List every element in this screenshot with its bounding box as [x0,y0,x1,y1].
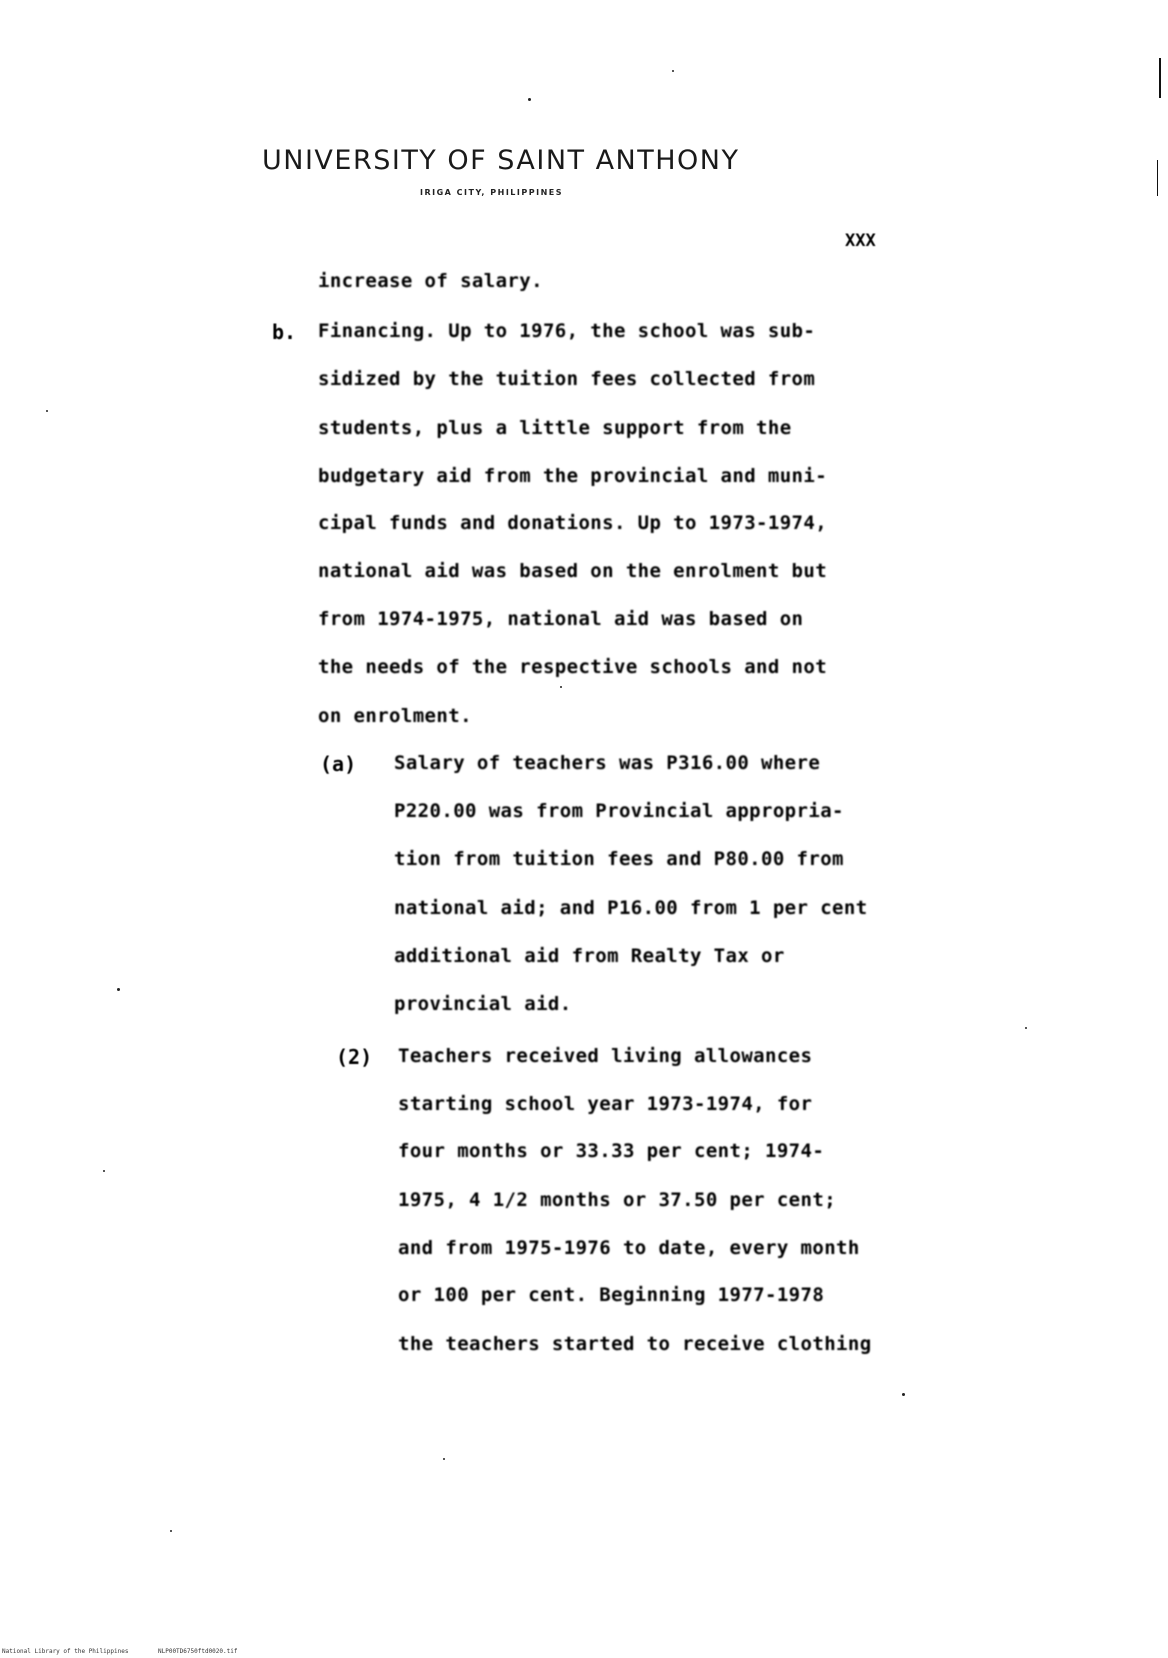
body-line: four months or 33.33 per cent; 1974- [398,1140,825,1162]
scan-speck [170,1530,172,1532]
scan-speck [103,1170,105,1172]
body-line: or 100 per cent. Beginning 1977-1978 [398,1284,825,1306]
scan-edge-mark [1159,58,1161,98]
body-line: cipal funds and donations. Up to 1973-1974, [318,512,828,534]
footer-source: National Library of the Philippines [2,1648,129,1655]
list-marker-2: (2) [336,1045,373,1069]
letterhead-title: UNIVERSITY OF SAINT ANTHONY [262,145,740,176]
body-line: P220.00 was from Provincial appropria- [394,800,844,822]
body-line: on enrolment. [318,705,472,727]
body-line: national aid was based on the enrolment but [318,560,828,582]
body-line: the needs of the respective schools and not [318,656,828,678]
scan-edge-mark [1157,160,1158,196]
body-line: starting school year 1973-1974, for [398,1093,813,1115]
scan-speck [902,1393,905,1396]
letterhead-subtitle: IRIGA CITY, PHILIPPINES [420,188,563,197]
scan-speck [46,410,48,412]
body-line: from 1974-1975, national aid was based on [318,608,804,630]
body-line: increase of salary. [318,270,543,292]
body-line: and from 1975-1976 to date, every month [398,1237,860,1259]
scan-speck [1025,1027,1027,1029]
scan-speck [443,1458,445,1460]
body-line: Teachers received living allowances [398,1045,813,1067]
body-line: additional aid from Realty Tax or [394,945,785,967]
scan-speck [560,686,562,688]
list-marker-a: (a) [320,752,357,776]
body-line: Salary of teachers was P316.00 where [394,752,821,774]
body-line: tion from tuition fees and P80.00 from [394,848,844,870]
body-line: Financing. Up to 1976, the school was sub- [318,320,816,342]
scan-speck [528,98,531,101]
body-line: students, plus a little support from the [318,417,792,439]
body-line: budgetary aid from the provincial and muni- [318,465,828,487]
scan-speck [672,70,674,72]
list-marker-b: b. [272,320,297,344]
body-line: sidized by the tuition fees collected from [318,368,816,390]
body-line: 1975, 4 1/2 months or 37.50 per cent; [398,1189,837,1211]
body-line: provincial aid. [394,993,572,1015]
body-line: the teachers started to receive clothing [398,1333,872,1355]
footer-filename: NLP00TD6750ftd0020.tif [158,1648,238,1655]
page-number: XXX [845,231,876,251]
scan-speck [117,988,120,991]
body-line: national aid; and P16.00 from 1 per cent [394,897,868,919]
